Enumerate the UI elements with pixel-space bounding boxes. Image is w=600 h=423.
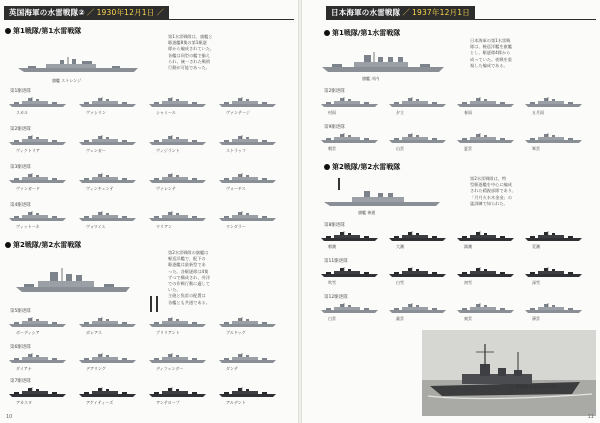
destroyer-silhouette bbox=[148, 387, 208, 398]
ship-name: ワリアン bbox=[156, 224, 172, 229]
ship-name: ヴェンガー bbox=[86, 148, 106, 153]
ship-name: アルデント bbox=[226, 400, 246, 405]
ship-name: 峯雲 bbox=[532, 146, 540, 151]
destroyer-silhouette bbox=[218, 97, 278, 108]
ship-name: 夏雲 bbox=[464, 146, 472, 151]
destroyer-silhouette bbox=[8, 211, 68, 222]
ship-name: 白雲 bbox=[328, 316, 336, 321]
destroyer-silhouette bbox=[320, 231, 380, 242]
right-page-header: 日本海軍の水雷戦隊 ／ 1937年12月1日 bbox=[326, 6, 475, 20]
row-label: 第12駆逐隊 bbox=[324, 295, 348, 300]
ship-name: 夕立 bbox=[396, 110, 404, 115]
ship-name: 初雪 bbox=[464, 280, 472, 285]
destroyer-silhouette bbox=[78, 353, 138, 364]
destroyer-silhouette bbox=[148, 173, 208, 184]
ship-name: 朝潮 bbox=[328, 244, 336, 249]
destroyer-silhouette bbox=[320, 97, 380, 108]
destroyer-silhouette bbox=[456, 97, 516, 108]
right-folio: 11 bbox=[587, 414, 594, 420]
ship-name: 山雲 bbox=[396, 146, 404, 151]
left-section2-flagship-silhouette bbox=[14, 268, 134, 294]
destroyer-silhouette bbox=[524, 231, 584, 242]
destroyer-silhouette bbox=[320, 267, 380, 278]
bullet-icon bbox=[5, 28, 11, 34]
destroyer-silhouette bbox=[8, 353, 68, 364]
ship-name: 東雲 bbox=[464, 316, 472, 321]
ship-name: 白雪 bbox=[396, 280, 404, 285]
destroyer-silhouette bbox=[8, 387, 68, 398]
ship-name: ヴァンガード bbox=[16, 186, 40, 191]
row-label: 第3駆逐隊 bbox=[10, 165, 31, 170]
destroyer-silhouette bbox=[148, 97, 208, 108]
ship-name: ストラッフ bbox=[226, 148, 246, 153]
destroyer-silhouette bbox=[456, 267, 516, 278]
destroyer-silhouette bbox=[388, 267, 448, 278]
destroyer-silhouette bbox=[524, 97, 584, 108]
row-label: 第4駆逐隊 bbox=[10, 203, 31, 208]
right-section2-body: 第2水雷戦隊は、特 型駆逐艦を中心に編成 された精鋭部隊であり、 「月月火水木金金」の 猛訓練で知られた。 bbox=[470, 176, 517, 206]
ship-name: ヴィットーネ bbox=[16, 224, 40, 229]
pointer-mark bbox=[150, 296, 152, 312]
right-flagship-caption: 旗艦 川内 bbox=[362, 76, 380, 81]
ship-name: 薄雲 bbox=[532, 316, 540, 321]
destroyer-silhouette bbox=[78, 135, 138, 146]
ship-name: 荒潮 bbox=[532, 244, 540, 249]
destroyer-photo bbox=[422, 330, 596, 416]
ship-name: ヴォーチス bbox=[226, 186, 246, 191]
photo-caption: 上：駆逐艦 朝潮(昭和12年) bbox=[508, 384, 558, 389]
left-header-rule bbox=[4, 19, 294, 20]
ship-name: シャミール bbox=[156, 110, 176, 115]
left-flagship-silhouette bbox=[16, 57, 142, 73]
destroyer-silhouette bbox=[388, 231, 448, 242]
ship-name: ディフェンダー bbox=[156, 366, 184, 371]
destroyer-silhouette bbox=[388, 133, 448, 144]
ship-name: ボーディシア bbox=[16, 330, 40, 335]
ship-name: 五月雨 bbox=[532, 110, 544, 115]
ship-name: ダイアナ bbox=[16, 366, 32, 371]
ship-name: アカスタ bbox=[16, 400, 32, 405]
destroyer-silhouette bbox=[148, 317, 208, 328]
destroyer-silhouette bbox=[320, 303, 380, 314]
ship-name: ヴォワイエ bbox=[86, 224, 106, 229]
destroyer-silhouette bbox=[78, 387, 138, 398]
ship-name: ヴァシリン bbox=[86, 110, 106, 115]
row-label: 第1駆逐隊 bbox=[10, 89, 31, 94]
ship-name: ヴィジラント bbox=[156, 148, 180, 153]
ship-name: 春雨 bbox=[464, 110, 472, 115]
left-page-title: 英国海軍の水雷戦隊② bbox=[9, 8, 85, 17]
bullet-icon bbox=[5, 242, 11, 248]
pointer-mark bbox=[338, 178, 340, 190]
destroyer-silhouette bbox=[8, 135, 68, 146]
destroyer-silhouette bbox=[456, 231, 516, 242]
ship-name: ヴァレンテ bbox=[156, 186, 176, 191]
left-flagship-caption: 旗艦 ストレンジ bbox=[52, 78, 82, 83]
bullet-icon bbox=[324, 30, 330, 36]
ship-name: ヴィンチェンテ bbox=[86, 186, 114, 191]
ship-name: 朝雲 bbox=[328, 146, 336, 151]
ship-name: 満潮 bbox=[464, 244, 472, 249]
destroyer-silhouette bbox=[8, 97, 68, 108]
left-section1-body: 第1水雷戦隊は、旗艦と 駆逐艦8隻の第1駆逐 隊から編成されていた。 各艦は同型の艦で揃え られ、統一された戦術 行動が可能であった。 bbox=[168, 34, 215, 70]
destroyer-silhouette bbox=[218, 135, 278, 146]
destroyer-silhouette bbox=[388, 97, 448, 108]
left-section2-body: 第2水雷戦隊の旗艦は 軽巡洋艦で、配下の 駆逐艦は最新型であ った。各駆逐隊は4隻 ずつで構成され、外洋 での作戦行動に適して いた。 主砲と魚雷の配置は 各艦とも共通である。 bbox=[168, 250, 211, 305]
left-page bbox=[0, 0, 298, 423]
right-page-date: 1937年12月1日 bbox=[412, 8, 470, 17]
right-page-title: 日本海軍の水雷戦隊 bbox=[331, 8, 401, 17]
left-folio: 10 bbox=[6, 414, 13, 420]
bullet-icon bbox=[324, 164, 330, 170]
ship-name: ワンダラー bbox=[226, 224, 246, 229]
ship-name: 村雨 bbox=[328, 110, 336, 115]
row-label: 第9駆逐隊 bbox=[324, 125, 345, 130]
ship-name: ブルドッグ bbox=[226, 330, 246, 335]
ship-name: スカル bbox=[16, 110, 28, 115]
ship-name: 深雪 bbox=[532, 280, 540, 285]
row-label: 第7駆逐隊 bbox=[10, 379, 31, 384]
destroyer-silhouette bbox=[148, 353, 208, 364]
ship-name: ヴィクトリア bbox=[16, 148, 40, 153]
right-page bbox=[302, 0, 600, 423]
destroyer-silhouette bbox=[218, 387, 278, 398]
destroyer-silhouette bbox=[218, 353, 278, 364]
row-label: 第2駆逐隊 bbox=[324, 89, 345, 94]
row-label: 第8駆逐隊 bbox=[324, 223, 345, 228]
right-section2-flagship-caption: 旗艦 神通 bbox=[358, 210, 376, 215]
ship-name: ボレアス bbox=[86, 330, 102, 335]
right-header-rule bbox=[326, 19, 596, 20]
right-flagship-silhouette bbox=[320, 52, 448, 74]
destroyer-silhouette bbox=[8, 317, 68, 328]
destroyer-silhouette bbox=[524, 303, 584, 314]
right-section2-flagship-silhouette bbox=[322, 190, 444, 208]
destroyer-silhouette bbox=[218, 317, 278, 328]
ship-name: 大潮 bbox=[396, 244, 404, 249]
left-page-date: 1930年12月1日 bbox=[96, 8, 155, 17]
right-section1-body: 日本海軍の第1水雷戦 隊は、軽巡洋艦を旗艦 とし、駆逐隊4隊から 成っていた。夜戦を重 視した編成である。 bbox=[470, 38, 512, 68]
destroyer-silhouette bbox=[218, 173, 278, 184]
ship-name: アンテロープ bbox=[156, 400, 180, 405]
destroyer-silhouette bbox=[148, 135, 208, 146]
ship-name: ヴァンテージ bbox=[226, 110, 250, 115]
right-section2-heading: 第2戦隊/第2水雷戦隊 bbox=[324, 162, 400, 172]
destroyer-silhouette bbox=[148, 211, 208, 222]
row-label: 第2駆逐隊 bbox=[10, 127, 31, 132]
destroyer-silhouette bbox=[320, 133, 380, 144]
destroyer-silhouette bbox=[388, 303, 448, 314]
pointer-mark bbox=[156, 296, 158, 312]
destroyer-silhouette bbox=[456, 133, 516, 144]
destroyer-silhouette bbox=[78, 317, 138, 328]
destroyer-silhouette bbox=[78, 173, 138, 184]
ship-name: デアリング bbox=[86, 366, 106, 371]
row-label: 第6駆逐隊 bbox=[10, 345, 31, 350]
right-section1-heading: 第1戦隊/第1水雷戦隊 bbox=[324, 28, 400, 38]
row-label: 第11駆逐隊 bbox=[324, 259, 348, 264]
left-page-header: 英国海軍の水雷戦隊② ／ 1930年12月1日 ／ bbox=[4, 6, 169, 20]
ship-name: 吹雪 bbox=[328, 280, 336, 285]
ship-name: アケイティーズ bbox=[86, 400, 114, 405]
row-label: 第5駆逐隊 bbox=[10, 309, 31, 314]
destroyer-silhouette bbox=[78, 97, 138, 108]
destroyer-silhouette bbox=[524, 133, 584, 144]
ship-name: ダンテ bbox=[226, 366, 239, 371]
left-section2-heading: 第2戦隊/第2水雷戦隊 bbox=[5, 240, 81, 250]
destroyer-silhouette bbox=[78, 211, 138, 222]
destroyer-silhouette bbox=[8, 173, 68, 184]
destroyer-silhouette bbox=[456, 303, 516, 314]
left-section1-heading: 第1戦隊/第1水雷戦隊 bbox=[5, 26, 81, 36]
ship-name: ブリリアント bbox=[156, 330, 180, 335]
destroyer-silhouette bbox=[524, 267, 584, 278]
ship-name: 叢雲 bbox=[396, 316, 404, 321]
destroyer-silhouette bbox=[218, 211, 278, 222]
